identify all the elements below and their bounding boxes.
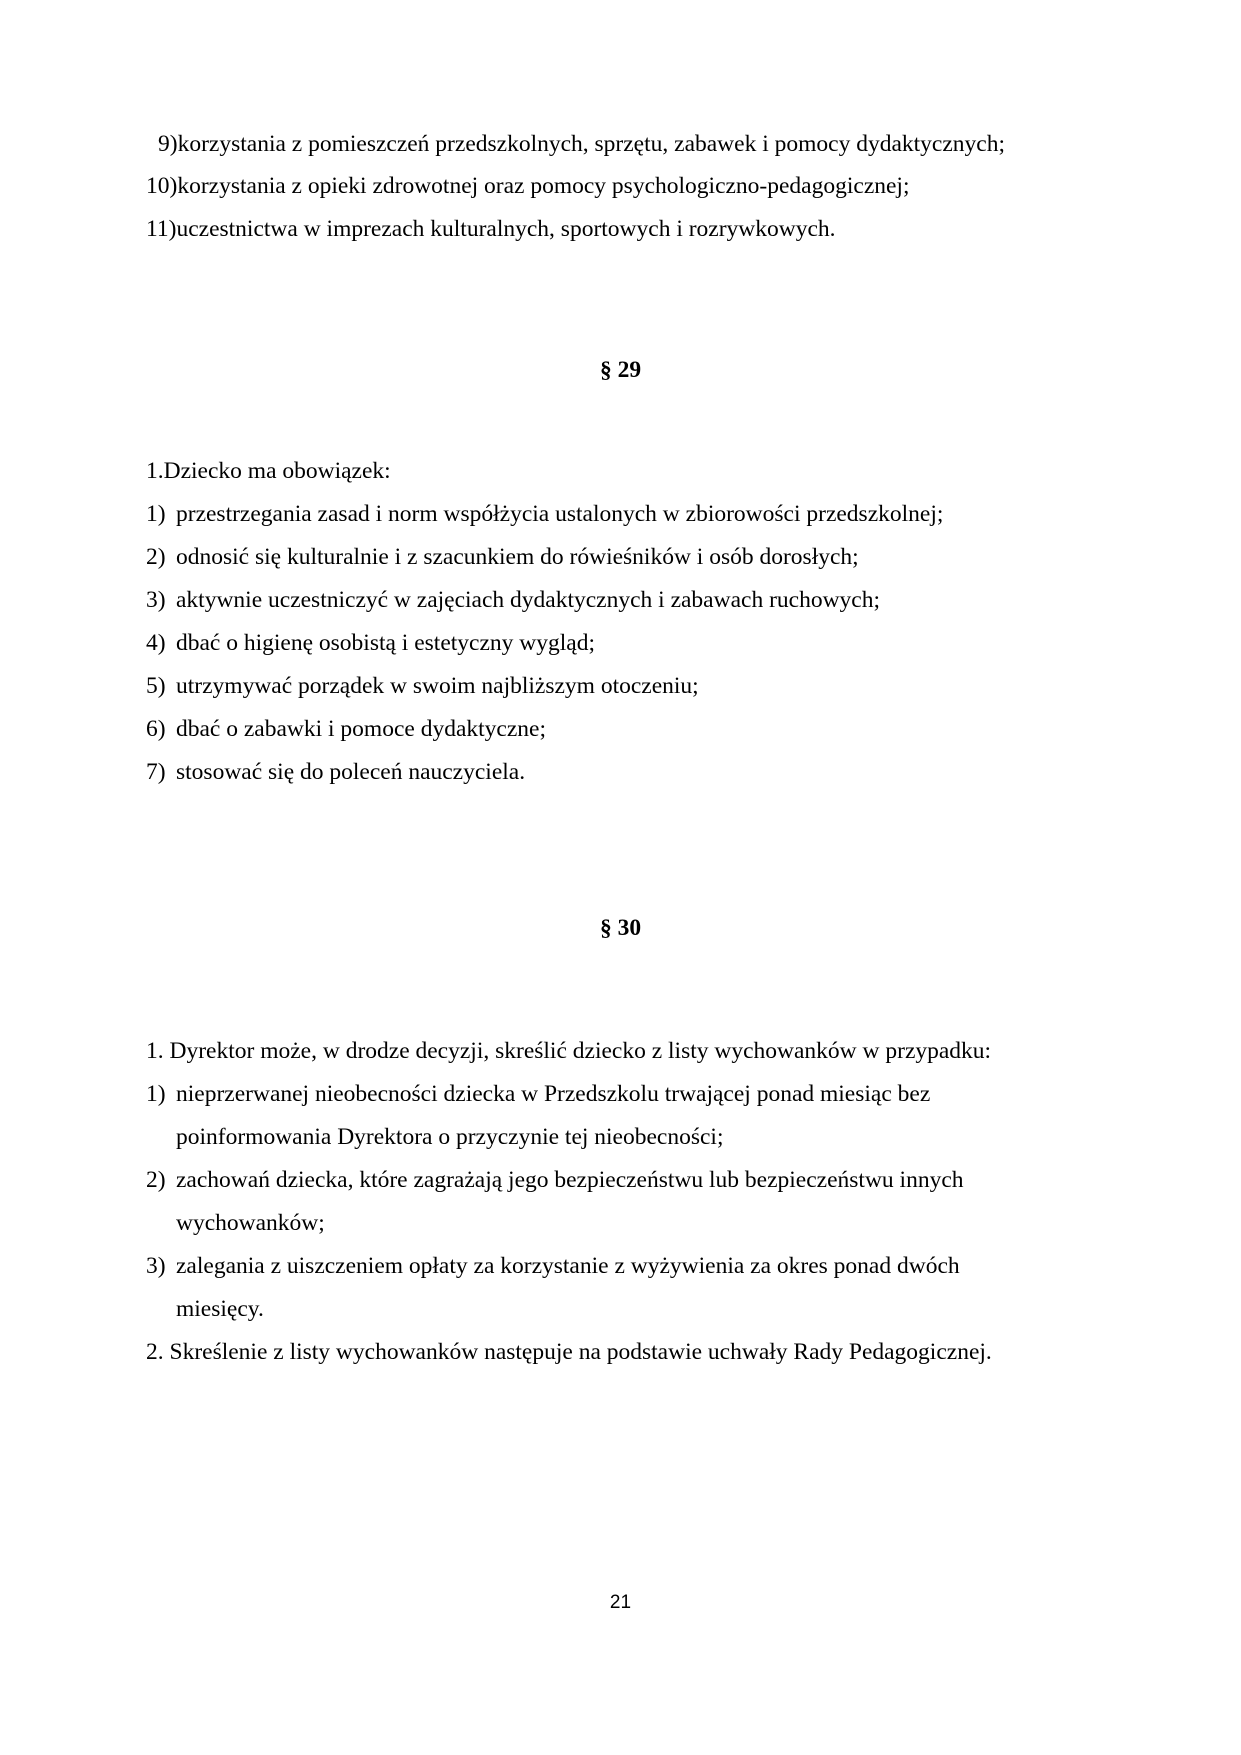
list-item-number: 7) bbox=[146, 759, 166, 785]
page-number: 21 bbox=[609, 1592, 632, 1613]
list-item-text: zachowań dziecka, które zagrażają jego bezpieczeństwu lub bezpieczeństwu innych bbox=[176, 1167, 964, 1193]
section-heading: § 29 bbox=[599, 357, 642, 383]
list-item bbox=[146, 671, 699, 701]
section-heading: § 30 bbox=[599, 915, 642, 941]
list-item bbox=[158, 129, 1005, 159]
list-item bbox=[146, 757, 525, 787]
list-item-continuation: poinformowania Dyrektora o przyczynie tej nieobecności; bbox=[176, 1124, 724, 1150]
list-item-text: przestrzegania zasad i norm współżycia ustalonych w zbiorowości przedszkolnej; bbox=[176, 501, 944, 527]
list-item-number: 2) bbox=[146, 544, 166, 570]
list-item-text: aktywnie uczestniczyć w zajęciach dydaktycznych i zabawach ruchowych; bbox=[176, 587, 881, 613]
list-item-text: korzystania z pomieszczeń przedszkolnych, sprzętu, zabawek i pomocy dydaktycznych; bbox=[177, 131, 1005, 157]
list-item bbox=[146, 714, 546, 744]
list-item-text: korzystania z opieki zdrowotnej oraz pomocy psychologiczno-pedagogicznej; bbox=[177, 173, 910, 199]
list-item bbox=[146, 1165, 964, 1195]
list-item-continuation: miesięcy. bbox=[176, 1296, 264, 1322]
list-item-number: 1) bbox=[146, 1081, 166, 1107]
list-item bbox=[146, 1079, 930, 1109]
list-item-text: nieprzerwanej nieobecności dziecka w Przedszkolu trwającej ponad miesiąc bez bbox=[176, 1081, 931, 1107]
list-item-number: 4) bbox=[146, 630, 166, 656]
section-intro: 1.Dziecko ma obowiązek: bbox=[146, 458, 391, 484]
list-item bbox=[146, 542, 859, 572]
list-item bbox=[146, 628, 595, 658]
list-item-number: 5) bbox=[146, 673, 166, 699]
list-item-text: uczestnictwa w imprezach kulturalnych, sportowych i rozrywkowych. bbox=[176, 216, 836, 242]
list-item-text: zalegania z uiszczeniem opłaty za korzystanie z wyżywienia za okres ponad dwóch bbox=[176, 1253, 960, 1279]
list-item-continuation: wychowanków; bbox=[176, 1210, 325, 1236]
list-item-number: 2) bbox=[146, 1167, 166, 1193]
list-item bbox=[146, 171, 910, 201]
list-item bbox=[146, 214, 836, 244]
list-item-number: 11) bbox=[146, 216, 177, 242]
list-item-number: 1) bbox=[146, 501, 166, 527]
list-item-text: utrzymywać porządek w swoim najbliższym otoczeniu; bbox=[176, 673, 699, 699]
list-item-text: dbać o zabawki i pomoce dydaktyczne; bbox=[176, 716, 546, 742]
list-item-number: 6) bbox=[146, 716, 166, 742]
list-item-number: 3) bbox=[146, 587, 166, 613]
list-item-text: dbać o higienę osobistą i estetyczny wygląd; bbox=[176, 630, 595, 656]
list-item bbox=[146, 1251, 960, 1281]
list-item-number: 10) bbox=[146, 173, 178, 199]
list-item-text: odnosić się kulturalnie i z szacunkiem do rówieśników i osób dorosłych; bbox=[176, 544, 859, 570]
list-item-text: stosować się do poleceń nauczyciela. bbox=[176, 759, 526, 785]
list-item bbox=[146, 499, 943, 529]
list-item bbox=[146, 585, 880, 615]
list-item-number: 3) bbox=[146, 1253, 166, 1279]
section-closing: 2. Skreślenie z listy wychowanków następuje na podstawie uchwały Rady Pedagogicznej. bbox=[146, 1339, 992, 1365]
list-item-number: 9) bbox=[158, 131, 178, 157]
section-intro: 1. Dyrektor może, w drodze decyzji, skreślić dziecko z listy wychowanków w przypadku: bbox=[146, 1038, 992, 1064]
